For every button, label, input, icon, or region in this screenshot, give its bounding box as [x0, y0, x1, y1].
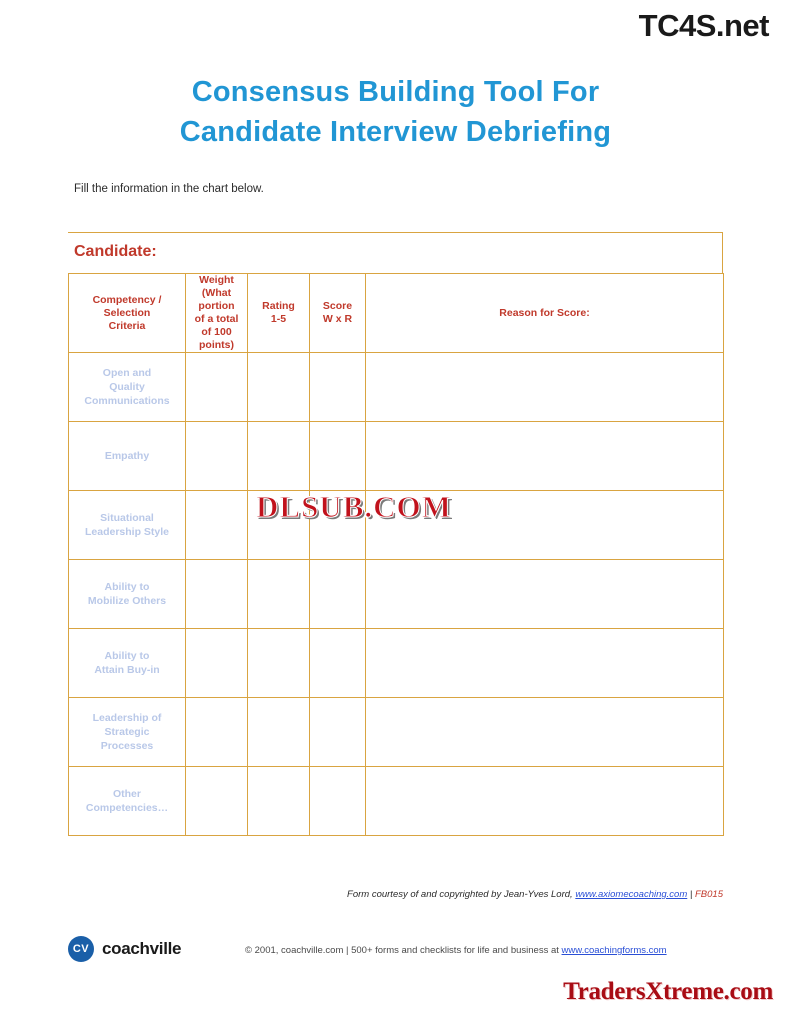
header-criteria-line-1: Competency / [92, 293, 162, 306]
title-line-1: Consensus Building Tool For [191, 76, 600, 108]
reason-cell[interactable] [366, 698, 724, 767]
header-weight-line-6: points) [199, 339, 234, 351]
weight-cell[interactable] [186, 698, 248, 767]
debriefing-table [68, 273, 724, 836]
criteria-line: Ability to [104, 581, 150, 593]
header-reason: Reason for Score: [366, 274, 724, 353]
tradersxtreme-watermark: TradersXtreme.com [563, 978, 773, 1005]
header-criteria [69, 274, 186, 353]
criteria-line: Attain Buy-in [94, 664, 160, 676]
header-weight-line-4: of a total [194, 313, 239, 325]
table-row [69, 629, 724, 698]
reason-cell[interactable] [366, 560, 724, 629]
score-cell[interactable] [310, 629, 366, 698]
rating-cell[interactable] [248, 353, 310, 422]
criteria-line: Quality [109, 381, 145, 393]
row-criteria [69, 767, 186, 836]
table-row [69, 353, 724, 422]
reason-cell[interactable] [366, 629, 724, 698]
criteria-line: Processes [100, 740, 154, 752]
rating-cell[interactable] [248, 767, 310, 836]
row-criteria [69, 560, 186, 629]
row-criteria [69, 422, 186, 491]
criteria-line: Strategic [104, 726, 150, 738]
coachville-wordmark: coachville [102, 939, 182, 958]
reason-cell[interactable] [366, 353, 724, 422]
reason-cell[interactable] [366, 422, 724, 491]
tc4s-watermark: TC4S.net [638, 8, 769, 43]
page-title [0, 72, 791, 152]
weight-cell[interactable] [186, 560, 248, 629]
score-cell[interactable] [310, 767, 366, 836]
criteria-line: Mobilize Others [87, 595, 167, 607]
header-weight-line-3: portion [198, 300, 235, 312]
header-weight [186, 274, 248, 353]
rating-cell[interactable] [248, 629, 310, 698]
score-cell[interactable] [310, 560, 366, 629]
criteria-line: Communications [84, 395, 170, 407]
candidate-label: Candidate: [74, 243, 157, 260]
score-cell[interactable] [310, 698, 366, 767]
dlsub-watermark: DLSUB.COM [256, 489, 452, 524]
header-rating [248, 274, 310, 353]
criteria-line: Ability to [104, 650, 150, 662]
header-score-line-1: Score [322, 300, 353, 312]
header-weight-line-5: of 100 [201, 326, 232, 338]
candidate-right-rule [722, 232, 723, 273]
rating-cell[interactable] [248, 698, 310, 767]
copyright-prefix: © 2001, coachville.com | 500+ forms and checklists for life and business at [245, 945, 562, 956]
criteria-line: Situational [100, 512, 154, 524]
weight-cell[interactable] [186, 491, 248, 560]
header-rating-line-1: Rating [262, 300, 295, 312]
header-criteria-line-2: Selection [103, 306, 151, 319]
criteria-line: Open and [102, 367, 152, 379]
score-cell[interactable] [310, 422, 366, 491]
table-row [69, 422, 724, 491]
rating-cell[interactable] [248, 422, 310, 491]
criteria-line: Other [112, 788, 141, 800]
table-header-row [69, 274, 724, 353]
table-row [69, 767, 724, 836]
weight-cell[interactable] [186, 353, 248, 422]
instruction-text: Fill the information in the chart below. [74, 183, 264, 195]
cv-badge-icon: CV [68, 936, 94, 962]
criteria-line: Leadership Style [84, 526, 170, 538]
weight-cell[interactable] [186, 767, 248, 836]
header-criteria-line-3: Criteria [108, 319, 146, 332]
table-row [69, 698, 724, 767]
row-criteria [69, 353, 186, 422]
courtesy-note [0, 889, 723, 900]
weight-cell[interactable] [186, 422, 248, 491]
coachingforms-link[interactable]: www.coachingforms.com [561, 945, 667, 956]
criteria-line: Leadership of [92, 712, 162, 724]
copyright-note [245, 945, 667, 956]
score-cell[interactable] [310, 353, 366, 422]
header-score-line-2: W x R [322, 313, 353, 325]
axiomecoaching-link[interactable]: www.axiomecoaching.com [575, 889, 688, 900]
courtesy-prefix: Form courtesy of and copyrighted by Jean-Yves Lord, [347, 889, 576, 900]
row-criteria [69, 698, 186, 767]
header-weight-line-1: Weight [199, 274, 234, 286]
form-code: FB015 [695, 889, 723, 900]
header-score [310, 274, 366, 353]
candidate-top-rule [68, 232, 723, 233]
row-criteria [69, 629, 186, 698]
table-row [69, 560, 724, 629]
title-line-2: Candidate Interview Debriefing [179, 116, 612, 148]
weight-cell[interactable] [186, 629, 248, 698]
criteria-line: Competencies… [85, 802, 169, 814]
header-weight-line-2: (What [201, 287, 232, 299]
rating-cell[interactable] [248, 560, 310, 629]
criteria-line: Empathy [104, 450, 150, 462]
reason-cell[interactable] [366, 767, 724, 836]
coachville-logo [68, 936, 181, 962]
courtesy-separator: | [687, 889, 695, 900]
header-rating-line-2: 1-5 [270, 313, 287, 325]
row-criteria [69, 491, 186, 560]
